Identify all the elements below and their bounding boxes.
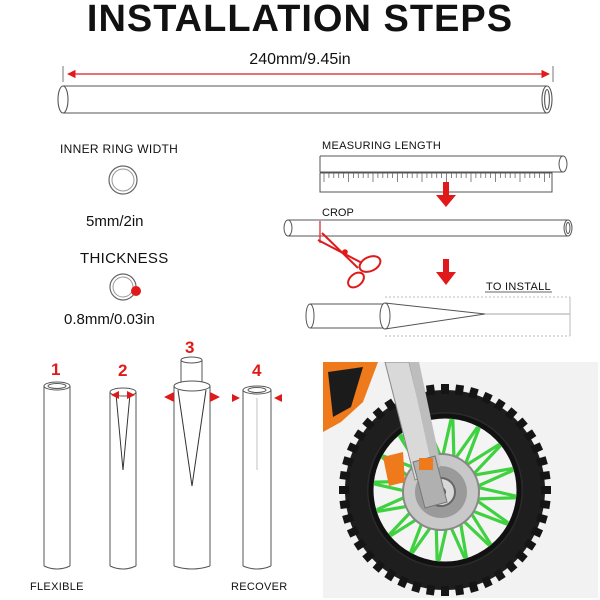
ruler (320, 173, 552, 192)
tire-knob (541, 486, 551, 494)
dirt-bike-wheel-photo (323, 362, 598, 598)
wheel-illustration (323, 362, 598, 598)
tire-knob (339, 486, 349, 494)
step-4-tube (243, 386, 271, 569)
tire-knob (455, 385, 464, 396)
tire-knob (340, 471, 351, 480)
tire-knob (426, 584, 435, 595)
crop-label: CROP (322, 207, 354, 219)
tube-length-label: 240mm/9.45in (249, 51, 351, 68)
crop-tube (284, 220, 572, 236)
tire-knob (539, 500, 550, 509)
to-install-label: TO INSTALL (486, 281, 551, 293)
page-title: INSTALLATION STEPS (86, 0, 514, 40)
step-1-tube (44, 382, 70, 569)
inner-ring-value: 5mm/2in (86, 213, 144, 230)
install-tube (306, 297, 570, 336)
tire-knob (441, 384, 449, 394)
tire-knob (426, 385, 435, 396)
step-number-3: 3 (185, 338, 195, 357)
flexible-label: FLEXIBLE (30, 581, 84, 593)
measuring-length-label: MEASURING LENGTH (322, 140, 442, 152)
step-number-2: 2 (118, 361, 128, 380)
thickness-icon (110, 274, 141, 300)
full-length-tube (58, 86, 552, 113)
measuring-tube (320, 156, 567, 172)
down-arrow-icon (436, 259, 456, 285)
recover-label: RECOVER (231, 581, 288, 593)
tire-knob (539, 471, 550, 480)
step-3-tube (174, 357, 210, 569)
inner-ring-icon (109, 166, 137, 194)
tire-knob (340, 500, 351, 509)
tire-knob (455, 584, 464, 595)
step-3-arrows (164, 392, 220, 402)
inner-ring-label: INNER RING WIDTH (60, 142, 179, 156)
thickness-value: 0.8mm/0.03in (64, 311, 155, 328)
step-number-1: 1 (51, 360, 61, 379)
tire-knob (441, 586, 449, 596)
scissors-icon (318, 233, 383, 290)
thickness-label: THICKNESS (80, 250, 169, 267)
step-2-tube (110, 388, 136, 569)
step-number-4: 4 (252, 361, 262, 380)
